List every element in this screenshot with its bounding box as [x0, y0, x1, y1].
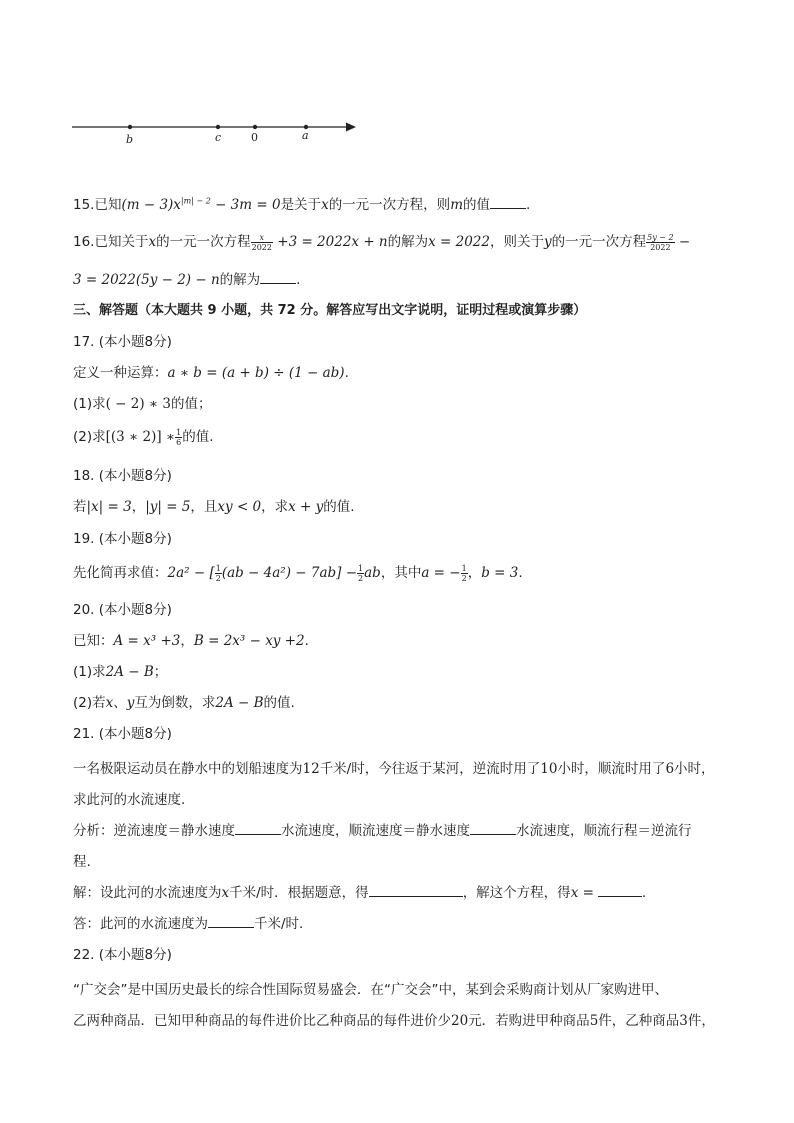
question-22-line-1: “广交会”是中国历史最长的综合性国际贸易盛会．在“广交会”中，某到会采购商计划从厂家购进甲、	[73, 982, 668, 998]
text: .	[526, 197, 531, 213]
point-b	[128, 125, 132, 129]
section-title: 三、解答题（本大题共 9 小题，共 72 分。解答应写出文字说明，证明过程或演算步骤）	[73, 303, 587, 318]
math-expr: |y| = 5	[145, 499, 191, 515]
math-expr: a = −	[421, 565, 461, 581]
question-22-header: 22. (本小题8分)	[73, 947, 172, 963]
denominator: 6	[176, 437, 182, 447]
math-expr: [(3 ∗ 2)] ∗	[105, 429, 176, 445]
math-expr: B = 2x³ − xy +2	[193, 633, 305, 649]
math-expr: 2A − B	[215, 695, 264, 711]
math-expr: (m − 3)x	[121, 197, 181, 213]
text: (1)求	[73, 396, 106, 412]
text: .	[304, 633, 309, 649]
text: .	[296, 272, 301, 288]
text: 分析：逆流速度＝静水速度	[73, 823, 235, 839]
question-19-body	[73, 561, 523, 583]
text: 水流速度，顺流行程＝逆流行	[516, 823, 692, 839]
math-expr: ab	[364, 565, 381, 581]
number: 20	[451, 1013, 469, 1029]
text: 的值	[463, 197, 490, 213]
question-19-header: 19. (本小题8分)	[73, 531, 172, 547]
question-21-answer	[73, 912, 303, 932]
numerator: 1	[461, 563, 467, 573]
numerator: x	[251, 233, 273, 243]
text: .	[344, 365, 349, 381]
denominator: 2	[461, 573, 467, 583]
text: .	[641, 885, 647, 901]
question-17-part-1	[73, 392, 212, 412]
text: 千米/时，今往返于某河，逆流时用了	[319, 761, 541, 777]
question-18-body	[73, 495, 355, 515]
text: 若	[73, 499, 87, 515]
answer-blank[interactable]	[208, 915, 254, 928]
label-b: b	[126, 133, 134, 146]
text: 的一元一次方程	[551, 234, 647, 250]
question-17-header: 17. (本小题8分)	[73, 334, 172, 350]
text: 千米/时．根据题意，得	[229, 885, 369, 901]
text: ，求	[261, 499, 289, 515]
question-21-analysis-cont: 程.	[73, 854, 91, 870]
math-var: m	[450, 197, 463, 213]
answer-blank[interactable]	[470, 822, 516, 835]
math-expr: − 3m = 0	[210, 197, 281, 213]
question-20-part-2	[73, 691, 295, 711]
math-expr: x + y	[288, 499, 324, 515]
text: 的值.	[323, 499, 355, 515]
text: ，	[180, 633, 194, 649]
text: 千米/时.	[254, 916, 304, 932]
question-number: 16.	[73, 234, 95, 250]
text: 已知	[94, 197, 122, 213]
answer-blank[interactable]	[369, 884, 463, 897]
number: 6	[665, 761, 675, 777]
text: 定义一种运算：	[73, 365, 168, 381]
numerator: 1	[215, 563, 221, 573]
question-20-given	[73, 629, 309, 649]
fraction	[646, 233, 675, 252]
text: 答：此河的水流速度为	[73, 916, 208, 932]
math-expr: a ∗ b = (a + b) ÷ (1 − ab)	[167, 365, 345, 381]
text: 小时，	[674, 761, 715, 777]
question-17-definition	[73, 361, 349, 381]
question-17-part-2	[73, 425, 214, 447]
question-21-header: 21. (本小题8分)	[73, 726, 172, 742]
text: (1)求	[73, 664, 106, 680]
question-18-header: 18. (本小题8分)	[73, 468, 172, 484]
number-line-arrow-icon	[346, 123, 356, 132]
math-expr: x =	[570, 885, 594, 901]
text: 、	[113, 695, 127, 711]
math-expr: 2a² − [	[167, 565, 215, 581]
text: ，则关于	[490, 234, 544, 250]
question-21-line-1	[73, 757, 715, 777]
point-c	[216, 125, 220, 129]
number: 12	[302, 761, 320, 777]
text: 小时，顺流时用了	[557, 761, 666, 777]
text: 解：设此河的水流速度为	[73, 885, 222, 901]
question-21-analysis	[73, 819, 692, 839]
answer-blank[interactable]	[598, 884, 642, 897]
denominator: 2022	[251, 242, 272, 252]
text: 乙两种商品．已知甲种商品的每件进价比乙种商品的每件进价少	[73, 1013, 451, 1029]
number: 5	[589, 1013, 599, 1029]
answer-blank[interactable]	[490, 196, 526, 209]
text: 的值.	[182, 429, 214, 445]
text: 先化简再求值：	[73, 565, 168, 581]
math-var: x	[321, 197, 329, 213]
math-var: x	[221, 885, 230, 901]
text: 的一元一次方程	[156, 234, 251, 250]
label-a: a	[302, 129, 309, 142]
text: 的值.	[263, 695, 295, 711]
text: 的解为	[387, 234, 429, 250]
math-var: x	[105, 695, 114, 711]
math-expr: +3 = 2022x + n	[272, 234, 388, 250]
question-number: 15.	[73, 197, 95, 213]
text: ，且	[190, 499, 218, 515]
question-21-solution	[73, 881, 646, 901]
numerator: 1	[358, 563, 364, 573]
math-expr: (ab − 4a²) − 7ab] −	[221, 565, 358, 581]
number: 10	[540, 761, 558, 777]
math-expr: x = 2022	[428, 234, 490, 250]
text: ，	[131, 499, 146, 515]
label-zero: 0	[251, 131, 258, 144]
numerator: 5y − 2	[647, 232, 674, 242]
math-var: y	[544, 234, 552, 250]
text: 已知关于	[94, 234, 149, 250]
text: 元．若购进甲种商品	[468, 1013, 590, 1029]
fraction	[251, 233, 273, 252]
text: 的一元一次方程，则	[328, 197, 451, 213]
numerator: 1	[176, 427, 182, 437]
text: ，解这个方程，得	[462, 885, 571, 901]
text: 是关于	[280, 197, 322, 213]
math-expr: 3 = 2022(5y − 2) − n	[73, 272, 220, 288]
text: ；	[153, 664, 168, 680]
denominator: 2	[215, 573, 221, 583]
denominator: 2	[358, 573, 364, 583]
math-expr: 2A − B	[105, 664, 154, 680]
math-expr: |x| = 3	[86, 499, 132, 515]
text: 互为倒数，求	[134, 695, 216, 711]
text: (2)求	[73, 429, 106, 445]
question-15	[73, 193, 530, 213]
question-21-line-2: 求此河的水流速度.	[73, 792, 186, 808]
text: ，	[467, 565, 482, 581]
text: 件，	[687, 1013, 715, 1029]
answer-blank[interactable]	[235, 822, 281, 835]
denominator: 2022	[650, 242, 671, 252]
answer-blank[interactable]	[260, 271, 296, 284]
number: 3	[679, 1013, 688, 1029]
text: ，其中	[380, 565, 422, 581]
question-22-line-2	[73, 1009, 715, 1029]
question-20-part-1	[73, 660, 167, 680]
text: 已知：	[73, 633, 114, 649]
number-line	[60, 110, 370, 150]
math-expr: b = 3	[481, 565, 519, 581]
math-expr: −	[674, 234, 691, 250]
fraction	[461, 564, 468, 583]
math-expr: A = x³ +3	[113, 633, 181, 649]
text: 水流速度，顺流速度＝静水速度	[281, 823, 470, 839]
text: 件，乙种商品	[598, 1013, 680, 1029]
math-exponent: |m| − 2	[180, 196, 211, 206]
text: .	[518, 565, 523, 581]
math-var: x	[148, 234, 157, 250]
text: 一名极限运动员在静水中的划船速度为	[73, 761, 303, 777]
question-20-header: 20. (本小题8分)	[73, 602, 172, 618]
math-expr: xy < 0	[217, 499, 262, 515]
fraction	[215, 564, 222, 583]
question-16-line-2	[73, 268, 300, 288]
label-c: c	[215, 131, 222, 144]
point-zero	[253, 125, 257, 129]
text: (2)若	[73, 695, 106, 711]
text: 的解为	[219, 272, 261, 288]
question-16-line-1	[73, 230, 690, 252]
math-expr: ( − 2) ∗ 3	[105, 396, 171, 412]
math-var: y	[126, 695, 135, 711]
text: 的值；	[171, 396, 212, 412]
